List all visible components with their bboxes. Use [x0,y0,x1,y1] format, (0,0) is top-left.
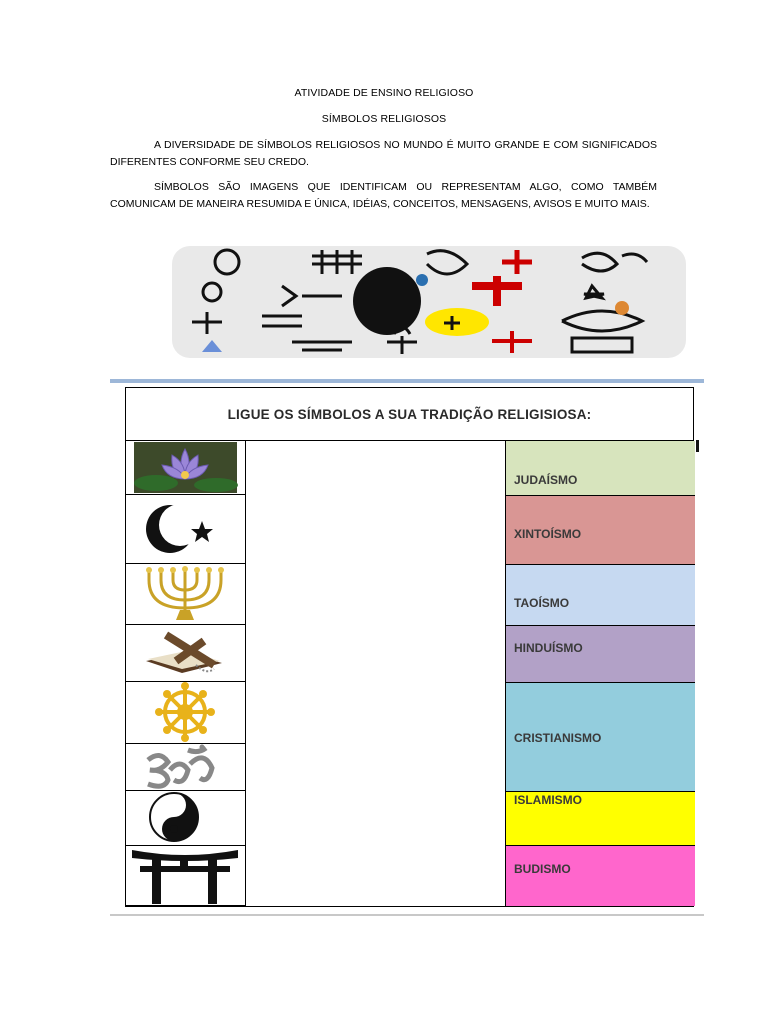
worksheet-table [125,387,694,907]
torii-gate-icon [126,846,244,904]
paragraph-1 [110,137,657,170]
tradition-label: ISLAMISMO [514,793,582,807]
tradition-label: TAOÍSMO [514,596,570,610]
symbol-cell[interactable] [126,846,246,906]
connecting-area[interactable] [246,441,506,906]
globe-icon [416,274,428,286]
tori-collage-icon [292,342,352,350]
tradition-hinduismo[interactable] [506,626,695,683]
crescent-star-icon [126,495,244,562]
hamsa-icon [572,338,632,352]
tradition-label: BUDISMO [514,862,571,876]
tradition-label: CRISTIANISMO [514,731,602,745]
cross-small-icon [192,312,222,334]
tradition-label: JUDAÍSMO [514,473,578,487]
red-cross-large-icon [472,276,522,306]
lotus-collage-icon [202,340,222,352]
yin-yang-icon [126,791,244,844]
symbol-cell[interactable] [126,495,246,564]
tradition-judaismo[interactable] [506,441,695,496]
om-collage-icon [582,253,647,271]
menorah-icon [126,564,244,623]
worksheet-top-border [110,379,704,383]
symbol-cell[interactable] [126,441,246,495]
cross-bible-icon [126,625,244,680]
symbol-cell[interactable] [126,682,246,744]
dharma-wheel-icon [126,682,244,742]
star-icon [584,286,604,298]
lines-symbol-icon [262,316,302,326]
tradition-label: XINTOÍSMO [514,527,582,541]
paragraph-2 [110,179,657,212]
arrow-symbol-icon [282,286,342,306]
document-title: ATIVIDADE DE ENSINO RELIGIOSO [294,87,474,99]
collage-graphic [172,246,686,358]
sun-symbol-icon [615,301,629,315]
worksheet-bottom-border [110,914,704,916]
eye-symbol-icon [562,311,642,331]
scroll-marker [696,440,699,452]
paragraph-2-text: SÍMBOLOS SÃO IMAGENS QUE IDENTIFICAM OU REPRESENTAM ALGO, COMO TAMBÉM COMUNICAM DE MANEIRA RESUMIDA E ÚNICA, IDÉIAS, CONCEITOS, MENSAGENS, AVISOS E MUITO MAIS. [110,181,657,210]
symbol-cell[interactable] [126,564,246,625]
symbol-cell[interactable] [126,625,246,682]
red-cross-bottom-icon [492,331,532,353]
dharma-collage-icon [203,283,221,301]
tradition-xintoismo[interactable] [506,496,695,565]
central-circle-emblem [353,267,421,335]
document-subtitle: SÍMBOLOS RELIGIOSOS [321,113,447,125]
lotus-flower-icon [126,441,244,493]
religious-symbols-collage [172,246,686,358]
worksheet-heading: LIGUE OS SÍMBOLOS A SUA TRADIÇÃO RELIGISIOSA: [126,388,693,441]
tradition-cristianismo[interactable] [506,683,695,792]
om-icon [126,744,244,789]
tradition-label: HINDUÍSMO [514,641,583,655]
jain-symbol-icon [312,250,362,274]
tradition-budismo[interactable] [506,846,695,906]
symbol-cell[interactable] [126,744,246,791]
paragraph-1-text: A DIVERSIDADE DE SÍMBOLOS RELIGIOSOS NO MUNDO É MUITO GRANDE E COM SIGNIFICADOS DIFERENTES CONFORME SEU CREDO. [110,139,657,168]
triquetra-icon [427,251,467,274]
tradition-taoismo[interactable] [506,565,695,626]
biohazard-icon [215,250,239,274]
symbol-cell[interactable] [126,791,246,846]
tradition-islamismo[interactable] [506,792,695,846]
red-cross-icon [502,250,532,274]
